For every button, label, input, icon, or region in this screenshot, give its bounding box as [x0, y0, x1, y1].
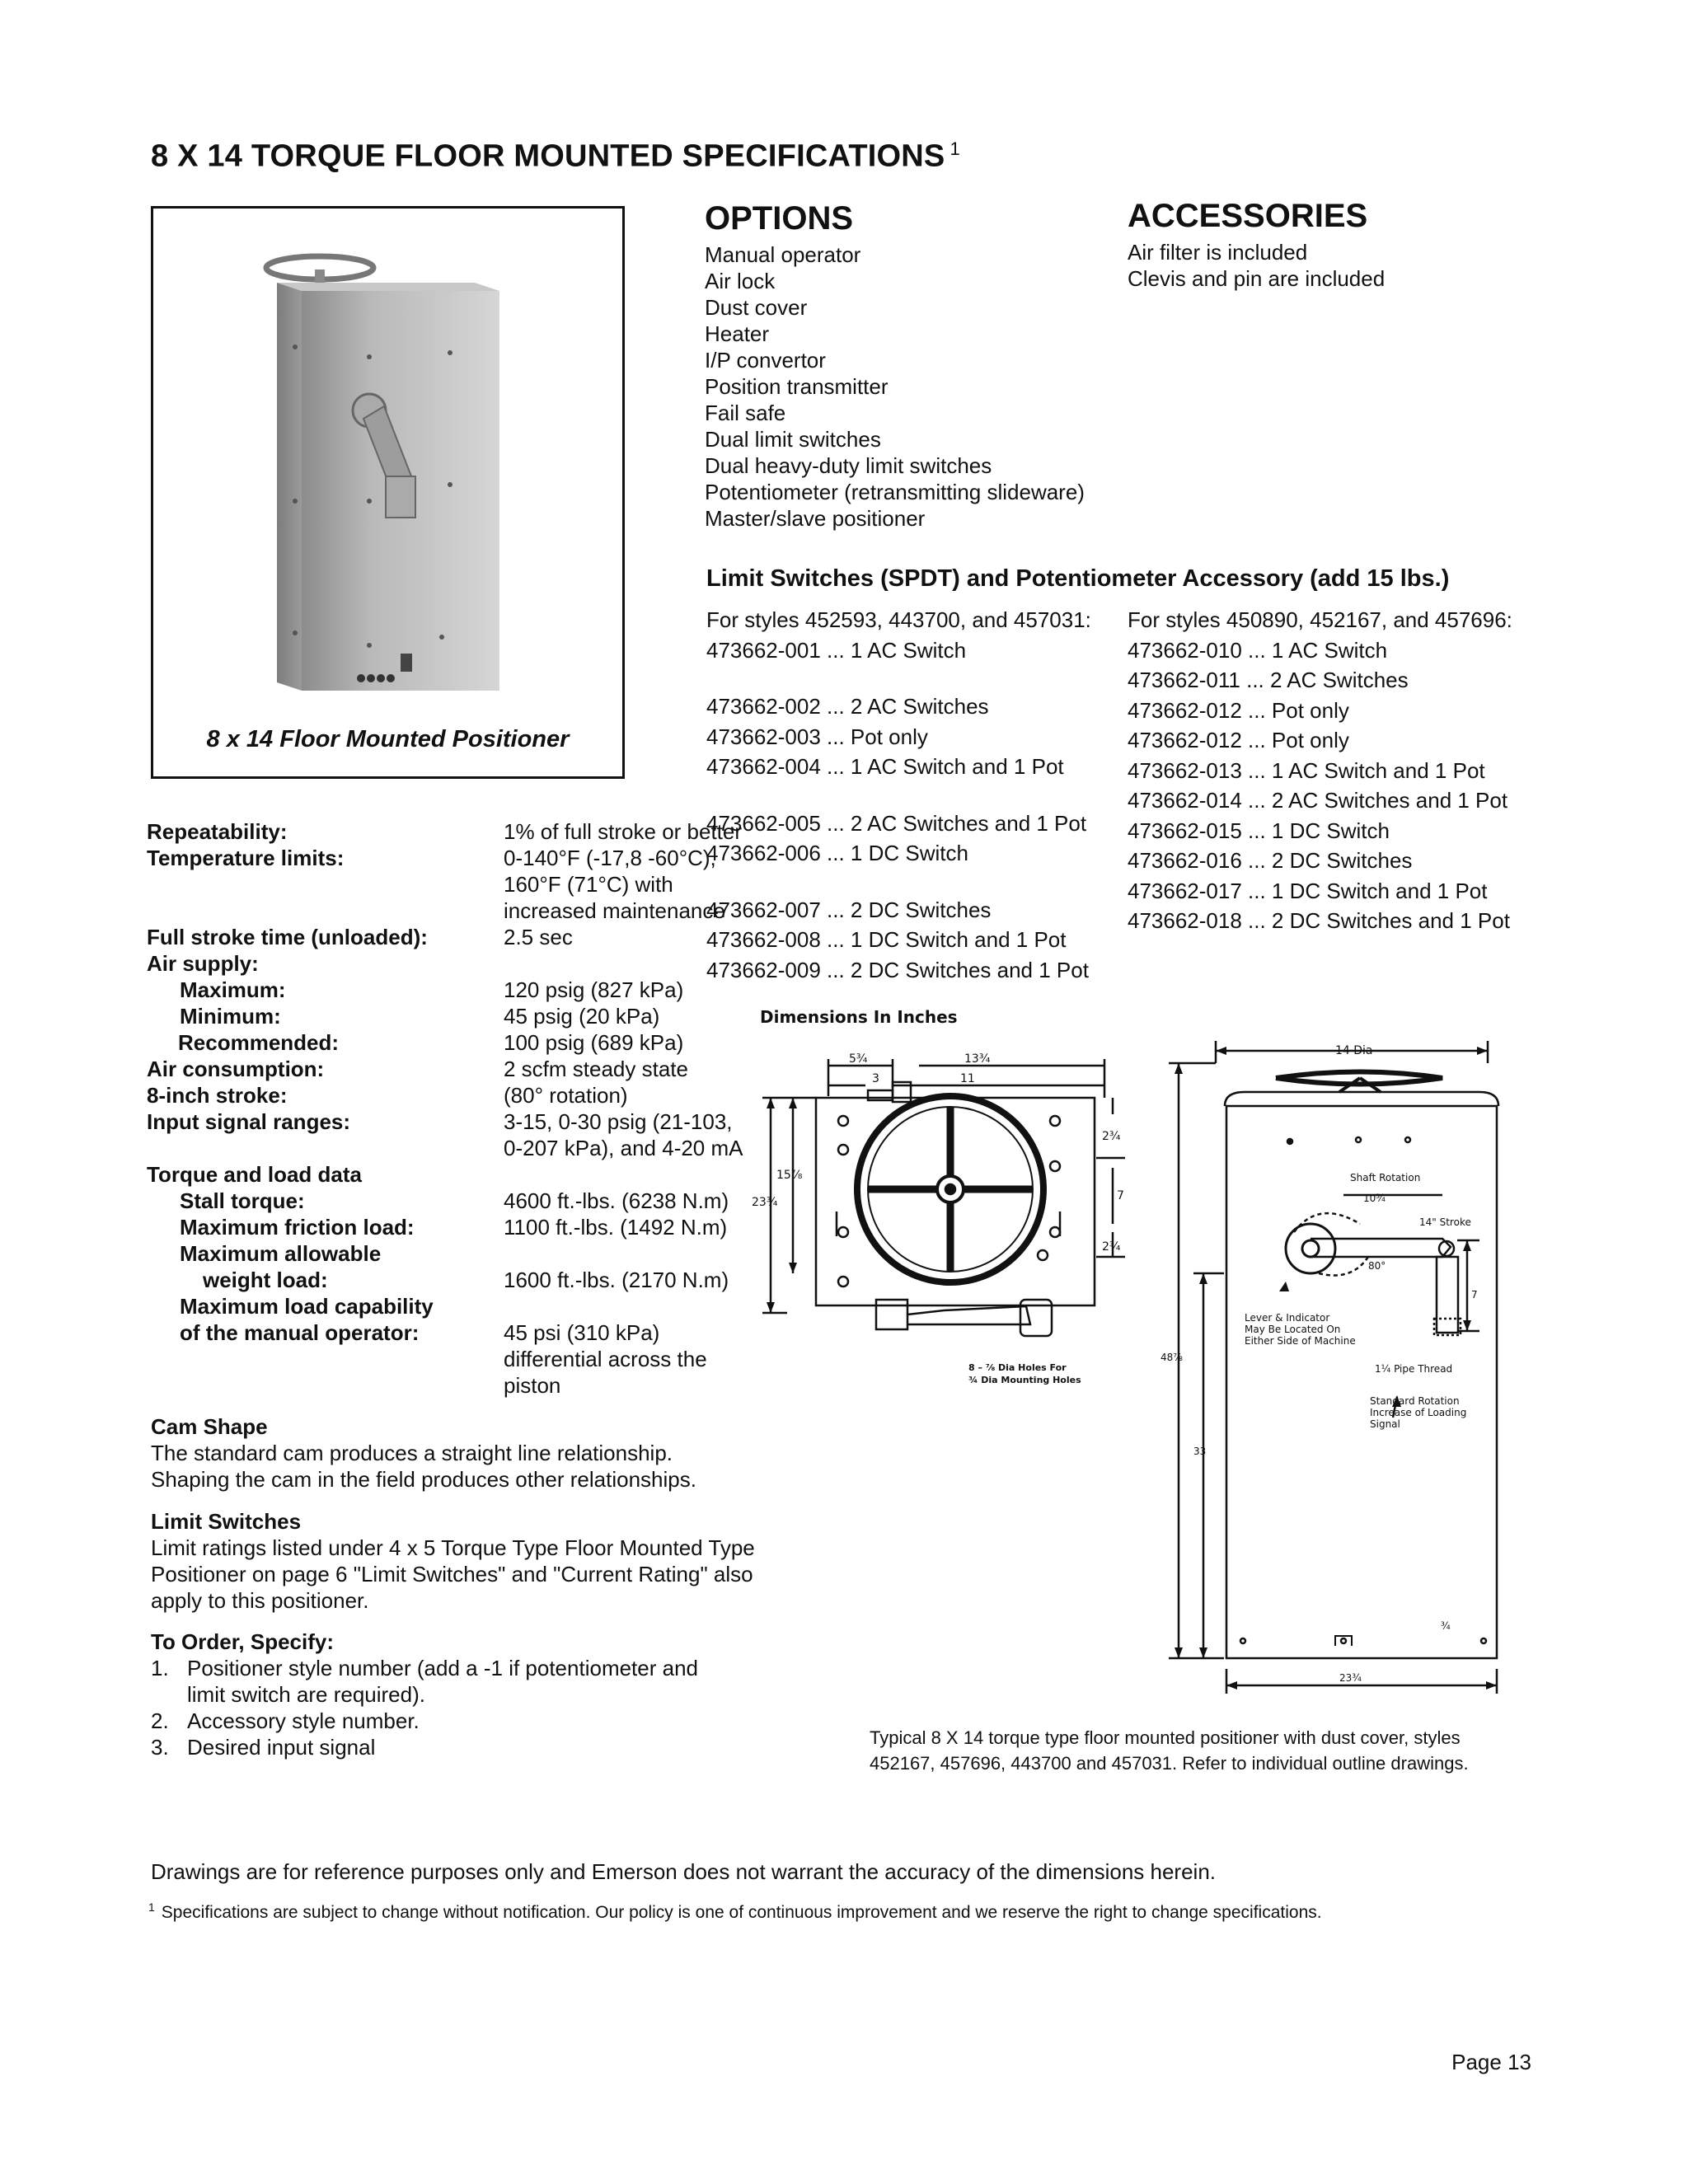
option-item: Manual operator: [705, 242, 861, 267]
accessory-style-row: 473662-008 ... 1 DC Switch and 1 Pot: [706, 927, 1067, 952]
spec-value: 160°F (71°C) with: [504, 872, 673, 897]
accessory-style-row: 473662-010 ... 1 AC Switch: [1128, 637, 1388, 663]
accessory-style-row: 473662-006 ... 1 DC Switch: [706, 841, 968, 865]
spec-row: [147, 1240, 743, 1267]
spec-value: 45 psi (310 kPa): [504, 1320, 660, 1345]
order-item-text: Accessory style number.: [187, 1708, 420, 1733]
accessory-style-row: 473662-018 ... 2 DC Switches and 1 Pot: [1128, 908, 1510, 933]
spec-label: Input signal ranges:: [147, 1109, 351, 1134]
spec-label: Maximum allowable: [180, 1241, 382, 1266]
page-title-text: 8 X 14 TORQUE FLOOR MOUNTED SPECIFICATIONS: [151, 138, 945, 174]
spec-label: Recommended:: [178, 1030, 340, 1055]
dim-label: Signal: [1370, 1418, 1400, 1430]
dim-label: 10¾: [1363, 1193, 1386, 1204]
spec-value: 1% of full stroke or better: [504, 819, 743, 844]
footnote-mark: 1: [148, 1900, 155, 1914]
spec-row: [147, 1293, 743, 1319]
spec-row: [147, 818, 743, 845]
dim-label: Increase of Loading: [1370, 1407, 1467, 1418]
dim-label: Lever & Indicator: [1245, 1312, 1330, 1324]
dim-label: 80°: [1368, 1260, 1386, 1272]
options-section: [705, 200, 1085, 532]
spec-row: [147, 1188, 743, 1214]
spec-value: 1600 ft.-lbs. (2170 N.m): [504, 1268, 729, 1292]
accessory-item: Clevis and pin are included: [1128, 266, 1386, 291]
spec-value: 2.5 sec: [504, 925, 573, 949]
spec-label: Full stroke time (unloaded):: [147, 925, 428, 949]
dim-label: 5¾: [849, 1052, 868, 1066]
limit-switches-section: [151, 1508, 755, 1614]
photo-caption: 8 x 14 Floor Mounted Positioner: [206, 726, 570, 752]
page-title: [151, 138, 960, 175]
limit-switches-text: Limit ratings listed under 4 x 5 Torque Type Floor Mounted Type: [151, 1535, 755, 1560]
accessory-item: Air filter is included: [1128, 240, 1308, 265]
option-item: Potentiometer (retransmitting slideware): [705, 480, 1085, 504]
specifications-table: [147, 818, 743, 1399]
option-item: Dual limit switches: [705, 427, 881, 452]
dim-label: 7: [1471, 1289, 1478, 1301]
dim-label: 1¼ Pipe Thread: [1375, 1363, 1453, 1375]
spec-label: Temperature limits:: [147, 846, 345, 870]
spec-value: differential across the: [504, 1347, 707, 1371]
spec-label: Torque and load data: [147, 1162, 362, 1187]
photo-box-side: [277, 283, 302, 691]
footnote-text: Specifications are subject to change without notification. Our policy is one of continuous improvement and we reserve the right to change specifications.: [161, 1903, 1322, 1922]
accessory-style-row: 473662-011 ... 2 AC Switches: [1128, 668, 1409, 692]
spec-value: 120 psig (827 kPa): [504, 977, 684, 1002]
accessory-style-row: 473662-013 ... 1 AC Switch and 1 Pot: [1128, 757, 1485, 783]
option-item: Dual heavy-duty limit switches: [705, 453, 992, 478]
positioner-photo-illustration: [153, 209, 622, 703]
spec-value: 4600 ft.-lbs. (6238 N.m): [504, 1188, 729, 1213]
accessory-style-row: 473662-007 ... 2 DC Switches: [706, 897, 992, 922]
spec-label: 8-inch stroke:: [147, 1083, 288, 1108]
order-item-number: 1.: [151, 1656, 169, 1680]
spec-value: increased maintenance: [504, 898, 725, 923]
dim-label: 14 Dia: [1335, 1044, 1373, 1057]
title-footnote-mark: 1: [950, 138, 960, 159]
options-heading: OPTIONS: [705, 200, 854, 237]
spec-row: [147, 1003, 743, 1029]
accessory-style-row: 473662-009 ... 2 DC Switches and 1 Pot: [706, 957, 1089, 982]
limit-switch-left-column: [706, 605, 1091, 985]
limit-switch-right-column: [1128, 605, 1512, 936]
spec-value: piston: [504, 1373, 561, 1398]
spec-label: Minimum:: [180, 1004, 281, 1029]
spec-row: [147, 1108, 743, 1135]
photo-box-top: [277, 283, 499, 291]
spec-row: [147, 950, 743, 977]
spec-row: [147, 1056, 743, 1082]
figure-caption: [870, 1725, 1529, 1776]
order-item-number: 2.: [151, 1708, 169, 1733]
spec-row: [147, 898, 743, 924]
dim-label: ¾ Dia Mounting Holes: [968, 1375, 1081, 1385]
spec-value: 1100 ft.-lbs. (1492 N.m): [504, 1215, 728, 1240]
left-column-intro: For styles 452593, 443700, and 457031:: [706, 607, 1091, 632]
spec-label: Maximum load capability: [180, 1294, 434, 1319]
cam-shape-heading: Cam Shape: [151, 1414, 268, 1439]
accessory-style-row: 473662-005 ... 2 AC Switches and 1 Pot: [706, 810, 1087, 836]
spec-row: [147, 1135, 743, 1161]
dim-label: 15⅞: [776, 1169, 803, 1182]
spec-value: 3-15, 0-30 psig (21-103,: [504, 1109, 733, 1134]
spec-value: 2 scfm steady state: [504, 1057, 688, 1081]
dim-label: 14" Stroke: [1419, 1216, 1471, 1228]
order-item-number: 3.: [151, 1735, 169, 1760]
order-item-text: Desired input signal: [187, 1735, 376, 1760]
accessory-style-row: 473662-016 ... 2 DC Switches: [1128, 848, 1413, 873]
option-item: Heater: [705, 321, 770, 346]
spec-label: Air supply:: [147, 951, 259, 976]
dim-label: 8 – ⅞ Dia Holes For: [968, 1362, 1067, 1373]
accessory-style-row: 473662-017 ... 1 DC Switch and 1 Pot: [1128, 878, 1488, 903]
accessories-heading: ACCESSORIES: [1128, 198, 1368, 234]
spec-row: [147, 977, 743, 1003]
spec-label: of the manual operator:: [180, 1320, 420, 1345]
accessory-style-row: 473662-014 ... 2 AC Switches and 1 Pot: [1128, 788, 1508, 813]
spec-row: [147, 1372, 743, 1399]
cam-shape-text: The standard cam produces a straight line relationship.: [151, 1441, 673, 1465]
spec-row: [147, 1267, 743, 1293]
order-item: [151, 1708, 698, 1734]
dim-label: 23¾: [752, 1196, 778, 1209]
to-order-heading: To Order, Specify:: [151, 1629, 335, 1654]
spec-label: weight load:: [203, 1268, 328, 1292]
spec-row: [147, 1082, 743, 1108]
spec-row: [147, 845, 743, 871]
limit-switches-text: apply to this positioner.: [151, 1588, 369, 1613]
footnote: [148, 1900, 1322, 1923]
limit-switch-accessory-heading: Limit Switches (SPDT) and Potentiometer Accessory (add 15 lbs.): [706, 565, 1450, 592]
spec-label: Maximum friction load:: [180, 1215, 415, 1240]
dim-label: 11: [960, 1072, 975, 1085]
limit-switches-heading: Limit Switches: [151, 1509, 302, 1534]
option-item: Position transmitter: [705, 374, 889, 399]
order-item-text: Positioner style number (add a -1 if potentiometer and: [187, 1656, 699, 1680]
spec-value: 45 psig (20 kPa): [504, 1004, 660, 1029]
accessories-section: [1128, 198, 1385, 292]
spec-label: Maximum:: [180, 977, 286, 1002]
accessory-style-row: 473662-012 ... Pot only: [1128, 697, 1349, 723]
accessory-style-row: 473662-003 ... Pot only: [706, 724, 928, 749]
option-item: Dust cover: [705, 295, 808, 320]
figure-caption-line: Typical 8 X 14 torque type floor mounted positioner with dust cover, styles: [870, 1727, 1461, 1748]
spec-row: [147, 1214, 743, 1240]
option-item: Fail safe: [705, 401, 786, 425]
spec-row: [147, 1161, 743, 1188]
dim-label: 33: [1193, 1446, 1207, 1457]
dim-label: 23¾: [1339, 1672, 1362, 1684]
figure-caption-line: 452167, 457696, 443700 and 457031. Refer to individual outline drawings.: [870, 1753, 1469, 1774]
side-view-outline: [1226, 1106, 1497, 1658]
dim-label: 2¾: [1102, 1240, 1121, 1254]
dim-label: 2¾: [1102, 1130, 1121, 1143]
dim-label: 3: [872, 1072, 879, 1085]
order-item-text: limit switch are required).: [187, 1682, 425, 1707]
dimensions-heading: Dimensions In Inches: [760, 1007, 958, 1027]
cam-shape-text: Shaping the cam in the field produces other relationships.: [151, 1467, 696, 1492]
limit-switches-text: Positioner on page 6 "Limit Switches" and "Current Rating" also: [151, 1562, 753, 1586]
spec-value: 100 psig (689 kPa): [504, 1030, 684, 1055]
to-order-list: [151, 1655, 698, 1760]
right-column-intro: For styles 450890, 452167, and 457696:: [1128, 607, 1512, 632]
dim-label: Shaft Rotation: [1350, 1172, 1421, 1183]
spec-row: [147, 871, 743, 898]
dim-label: Either Side of Machine: [1245, 1335, 1356, 1347]
spec-label: Repeatability:: [147, 819, 288, 844]
positioner-photo-box: [151, 206, 625, 779]
dimension-drawing: [742, 1034, 1615, 1694]
accessory-style-row: 473662-004 ... 1 AC Switch and 1 Pot: [706, 754, 1064, 779]
spec-row: [147, 924, 743, 950]
dim-label: ¾: [1441, 1620, 1451, 1632]
cam-shape-section: [151, 1413, 696, 1493]
option-item: I/P convertor: [705, 348, 826, 373]
option-item: Air lock: [705, 269, 776, 293]
spec-label: Stall torque:: [180, 1188, 305, 1213]
accessory-style-row: 473662-012 ... Pot only: [1128, 728, 1349, 752]
accessory-style-row: 473662-002 ... 2 AC Switches: [706, 694, 989, 719]
option-item: Master/slave positioner: [705, 506, 926, 531]
to-order-section: [151, 1629, 698, 1760]
spec-value: 0-140°F (-17,8 -60°C),: [504, 846, 716, 870]
spec-label: Air consumption:: [147, 1057, 325, 1081]
accessories-list: [1128, 239, 1385, 292]
spec-value: 0-207 kPa), and 4-20 mA: [504, 1136, 743, 1160]
disclaimer-text: Drawings are for reference purposes only and Emerson does not warrant the accuracy of the dimensions herein.: [151, 1859, 1217, 1884]
dim-label: May Be Located On: [1245, 1324, 1341, 1335]
dim-label: 13¾: [964, 1052, 991, 1066]
accessory-style-row: 473662-001 ... 1 AC Switch: [706, 637, 967, 663]
dim-label: 48⅞: [1160, 1352, 1183, 1363]
options-list: [705, 241, 1085, 532]
spec-row: [147, 1346, 743, 1372]
accessory-style-row: 473662-015 ... 1 DC Switch: [1128, 818, 1390, 843]
spec-row: [147, 1319, 743, 1346]
order-item: [151, 1655, 698, 1708]
spec-value: (80° rotation): [504, 1083, 628, 1108]
spec-row: [147, 1029, 743, 1056]
page-number: Page 13: [1451, 2050, 1531, 2074]
order-item: [151, 1734, 698, 1760]
dim-label: Standard Rotation: [1370, 1395, 1460, 1407]
dim-label: 7: [1117, 1189, 1124, 1202]
